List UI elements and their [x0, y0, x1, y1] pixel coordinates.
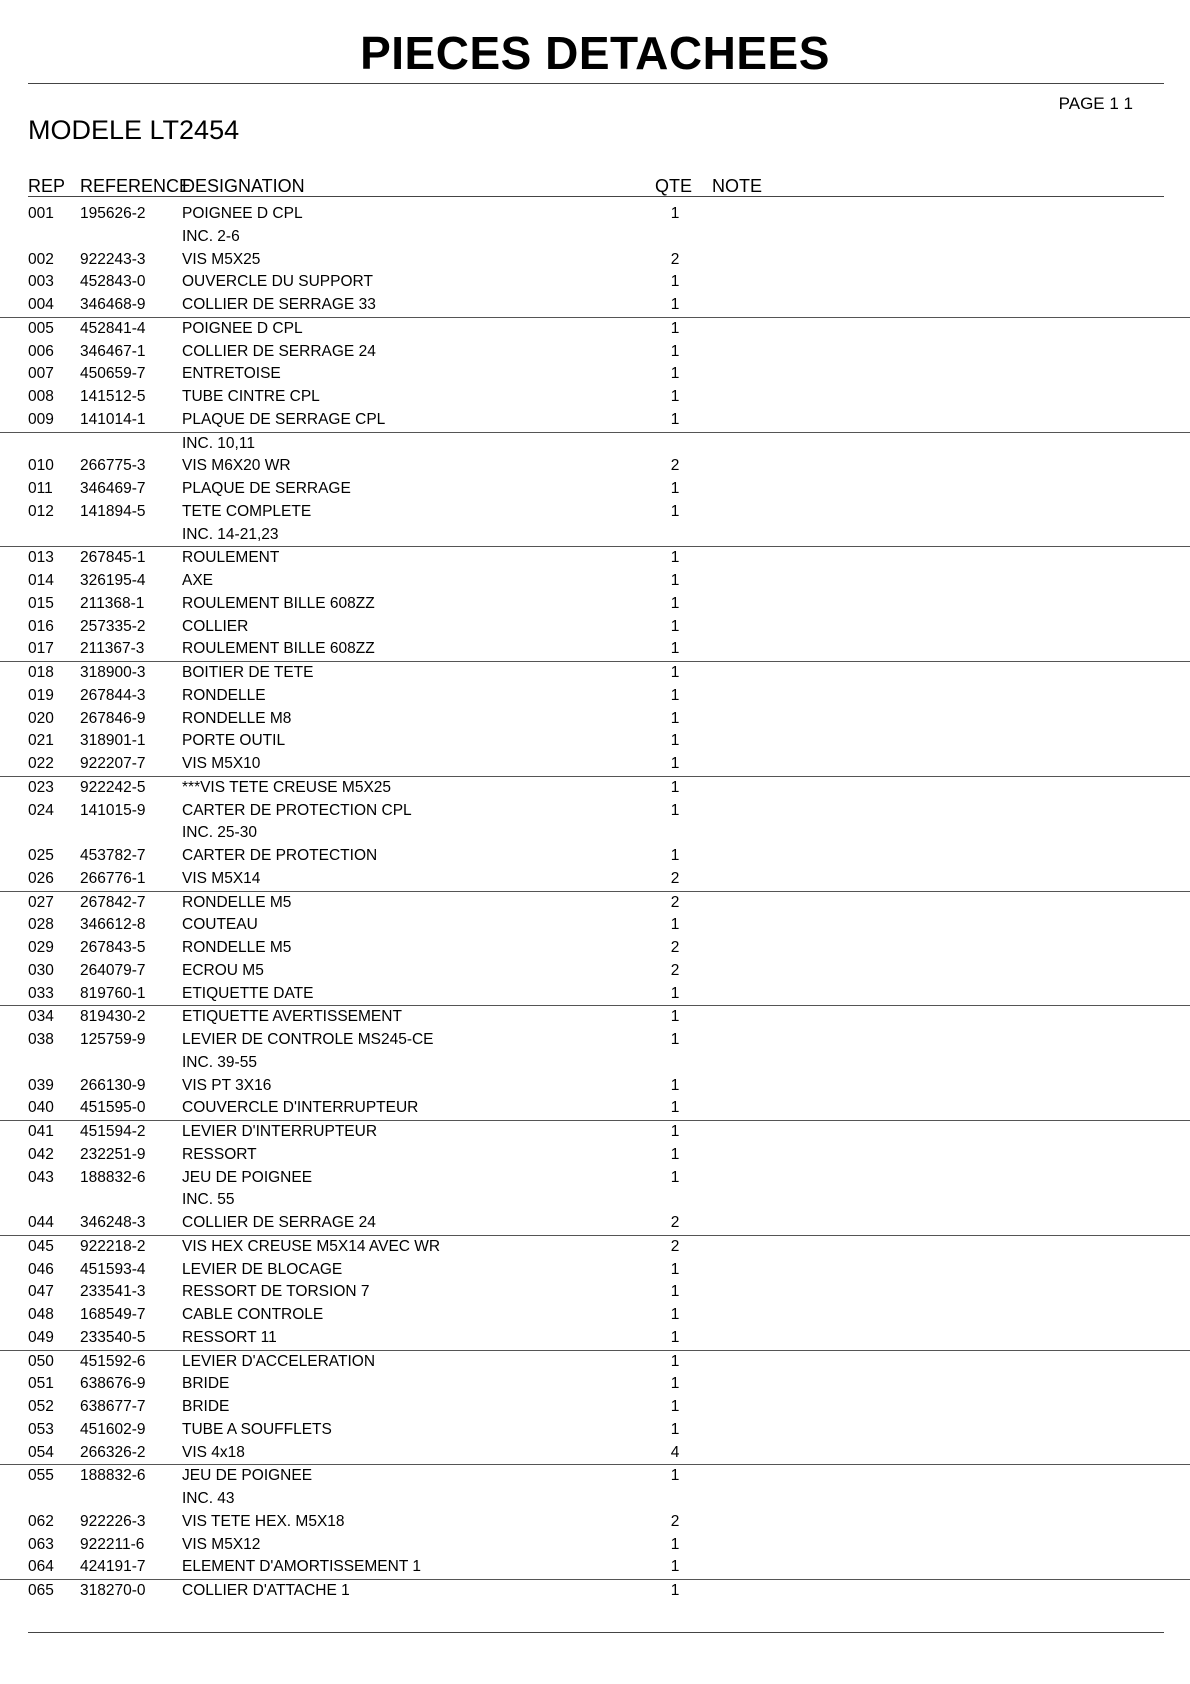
- cell-reference: 267843-5: [80, 939, 146, 956]
- cell-designation: TETE COMPLETE: [182, 502, 312, 520]
- cell-designation: RONDELLE: [182, 686, 266, 704]
- cell-reference: 168549-7: [80, 1306, 146, 1323]
- cell-qty: 1: [670, 664, 680, 681]
- cell-reference: 195626-2: [80, 205, 146, 222]
- cell-reference: 451592-6: [80, 1352, 146, 1370]
- table-row: [0, 1029, 1190, 1052]
- cell-rep: 048: [28, 1306, 54, 1323]
- cell-designation: LEVIER DE BLOCAGE: [182, 1260, 343, 1278]
- cell-qty: 1: [670, 410, 680, 428]
- cell-designation: INC. 2-6: [182, 227, 240, 245]
- column-header-note: NOTE: [712, 176, 763, 196]
- cell-rep: 052: [28, 1398, 54, 1415]
- cell-qty: 1: [670, 1031, 680, 1048]
- cell-rep: 020: [28, 709, 54, 727]
- cell-rep: 040: [28, 1099, 54, 1117]
- cell-rep: 038: [28, 1031, 54, 1048]
- footer-rule: [28, 1632, 1164, 1633]
- cell-reference: 267844-3: [80, 686, 146, 704]
- cell-qty: 4: [670, 1443, 680, 1461]
- cell-designation: RESSORT DE TORSION 7: [182, 1283, 370, 1301]
- cell-rep: 034: [28, 1008, 54, 1026]
- cell-designation: PORTE OUTIL: [182, 732, 286, 750]
- cell-reference: 819430-2: [80, 1008, 146, 1026]
- cell-rep: 011: [28, 480, 53, 497]
- cell-qty: 2: [670, 893, 680, 911]
- cell-reference: 264079-7: [80, 961, 146, 979]
- cell-qty: 2: [670, 250, 680, 268]
- cell-rep: 065: [28, 1582, 54, 1599]
- cell-designation: INC. 39-55: [182, 1053, 257, 1071]
- cell-rep: 008: [28, 388, 54, 405]
- cell-qty: 1: [670, 549, 680, 567]
- cell-reference: 922211-6: [80, 1535, 145, 1553]
- cell-reference: 318901-1: [80, 732, 146, 750]
- cell-qty: 1: [670, 1260, 680, 1278]
- cell-qty: 1: [670, 1283, 680, 1301]
- table-row: [0, 1097, 1190, 1120]
- cell-qty: 1: [670, 640, 680, 658]
- table-row: [0, 1144, 1190, 1167]
- cell-rep: 009: [28, 410, 54, 428]
- cell-reference: 232251-9: [80, 1145, 146, 1163]
- cell-designation: VIS M6X20 WR: [182, 457, 291, 475]
- cell-rep: 049: [28, 1328, 54, 1346]
- table-row: [0, 478, 1190, 501]
- cell-designation: BRIDE: [182, 1398, 230, 1415]
- cell-rep: 063: [28, 1535, 54, 1553]
- cell-qty: 1: [670, 1582, 680, 1599]
- cell-rep: 043: [28, 1168, 54, 1186]
- cell-designation: JEU DE POIGNEE: [182, 1168, 313, 1186]
- cell-rep: 018: [28, 664, 54, 681]
- cell-qty: 1: [670, 1008, 680, 1026]
- cell-rep: 051: [28, 1375, 54, 1393]
- table-row: [0, 1120, 1190, 1144]
- cell-qty: 1: [670, 365, 680, 383]
- cell-reference: 211368-1: [80, 594, 145, 612]
- cell-reference: 267845-1: [80, 549, 146, 567]
- cell-reference: 266776-1: [80, 869, 146, 887]
- table-row: [0, 1442, 1190, 1465]
- cell-reference: 326195-4: [80, 572, 146, 589]
- cell-rep: 044: [28, 1214, 54, 1231]
- cell-designation: COUTEAU: [182, 916, 258, 934]
- cell-rep: 022: [28, 755, 54, 772]
- cell-designation: COLLIER DE SERRAGE 33: [182, 296, 376, 313]
- cell-designation: COLLIER D'ATTACHE 1: [182, 1582, 350, 1599]
- table-row: [0, 638, 1190, 661]
- table-row: [0, 271, 1190, 294]
- cell-reference: 922226-3: [80, 1512, 146, 1530]
- cell-reference: 451594-2: [80, 1123, 146, 1140]
- table-row: [0, 593, 1190, 616]
- cell-qty: 1: [670, 205, 680, 222]
- cell-rep: 024: [28, 801, 54, 819]
- table-row: [0, 546, 1190, 570]
- table-row: [0, 1534, 1190, 1557]
- title-rule: [28, 83, 1164, 84]
- cell-designation: ROULEMENT: [182, 549, 280, 567]
- cell-rep: 025: [28, 847, 54, 864]
- table-row: [0, 1281, 1190, 1304]
- cell-reference: 141014-1: [80, 410, 146, 428]
- cell-qty: 1: [670, 984, 680, 1002]
- column-header-designation: DESIGNATION: [182, 176, 305, 196]
- cell-designation: ROULEMENT BILLE 608ZZ: [182, 640, 375, 658]
- cell-reference: 267842-7: [80, 893, 146, 911]
- cell-qty: 2: [670, 961, 680, 979]
- cell-designation: TUBE CINTRE CPL: [182, 388, 320, 405]
- table-row: [0, 1327, 1190, 1350]
- cell-qty: 1: [670, 388, 680, 405]
- table-row: [0, 363, 1190, 386]
- table-row: [0, 341, 1190, 364]
- cell-rep: 015: [28, 594, 54, 612]
- cell-reference: 922218-2: [80, 1237, 146, 1255]
- cell-rep: 002: [28, 250, 54, 268]
- cell-designation: ROULEMENT BILLE 608ZZ: [182, 594, 375, 612]
- cell-rep: 004: [28, 296, 54, 313]
- cell-reference: 233541-3: [80, 1283, 146, 1301]
- table-row: [0, 1464, 1190, 1488]
- cell-reference: 266130-9: [80, 1076, 146, 1094]
- table-row: [0, 1259, 1190, 1282]
- cell-designation: CARTER DE PROTECTION: [182, 847, 378, 864]
- cell-reference: 638677-7: [80, 1398, 146, 1415]
- table-row: [0, 616, 1190, 639]
- cell-qty: 2: [670, 869, 680, 887]
- cell-rep: 053: [28, 1420, 54, 1438]
- cell-designation: PLAQUE DE SERRAGE: [182, 480, 351, 497]
- cell-designation: JEU DE POIGNEE: [182, 1467, 313, 1485]
- cell-designation: BRIDE: [182, 1375, 230, 1393]
- cell-qty: 1: [670, 296, 680, 313]
- cell-reference: 424191-7: [80, 1558, 146, 1576]
- cell-designation: RESSORT 11: [182, 1328, 277, 1346]
- cell-rep: 033: [28, 984, 54, 1002]
- cell-reference: 233540-5: [80, 1328, 146, 1346]
- cell-reference: 451593-4: [80, 1260, 146, 1278]
- table-row: [0, 1304, 1190, 1327]
- cell-designation: ***VIS TETE CREUSE M5X25: [182, 778, 392, 796]
- cell-qty: 2: [670, 1237, 680, 1255]
- cell-rep: 005: [28, 319, 54, 337]
- cell-rep: 039: [28, 1076, 54, 1094]
- table-row: [0, 1212, 1190, 1235]
- cell-rep: 026: [28, 869, 54, 887]
- cell-rep: 006: [28, 342, 54, 360]
- table-row: [0, 845, 1190, 868]
- cell-reference: 922207-7: [80, 755, 146, 772]
- cell-designation: VIS M5X25: [182, 250, 261, 268]
- cell-designation: CARTER DE PROTECTION CPL: [182, 801, 412, 819]
- cell-reference: 451595-0: [80, 1099, 146, 1117]
- cell-designation: VIS M5X12: [182, 1535, 261, 1553]
- cell-rep: 028: [28, 916, 54, 934]
- table-row: [0, 1235, 1190, 1259]
- document-title: PIECES DETACHEES: [360, 27, 830, 79]
- cell-rep: 014: [28, 572, 54, 589]
- cell-qty: 1: [670, 778, 680, 796]
- cell-rep: 017: [28, 640, 54, 658]
- table-row: [0, 1350, 1190, 1374]
- cell-reference: 346612-8: [80, 916, 146, 934]
- cell-qty: 2: [670, 1214, 680, 1231]
- cell-rep: 016: [28, 617, 54, 635]
- table-row: [0, 753, 1190, 776]
- table-row: [0, 800, 1190, 823]
- page-number: PAGE 1 1: [1058, 94, 1133, 113]
- cell-rep: 029: [28, 939, 54, 956]
- cell-qty: 1: [670, 572, 680, 589]
- cell-qty: 1: [670, 1099, 680, 1117]
- cell-rep: 045: [28, 1237, 54, 1255]
- cell-reference: 141015-9: [80, 801, 146, 819]
- cell-designation: INC. 10,11: [182, 434, 255, 452]
- cell-designation: CABLE CONTROLE: [182, 1306, 324, 1323]
- cell-designation: VIS PT 3X16: [182, 1076, 272, 1094]
- cell-reference: 450659-7: [80, 365, 146, 383]
- cell-designation: VIS TETE HEX. M5X18: [182, 1512, 345, 1530]
- cell-qty: 2: [670, 1512, 680, 1530]
- cell-qty: 1: [670, 1328, 680, 1346]
- cell-designation: POIGNEE D CPL: [182, 205, 303, 222]
- cell-rep: 001: [28, 205, 54, 222]
- table-row: [0, 1419, 1190, 1442]
- table-row: [0, 294, 1190, 317]
- cell-reference: 125759-9: [80, 1031, 146, 1048]
- table-row: [0, 386, 1190, 409]
- cell-designation: OUVERCLE DU SUPPORT: [182, 273, 373, 291]
- cell-designation: INC. 14-21,23: [182, 525, 279, 543]
- cell-reference: 346468-9: [80, 296, 146, 313]
- cell-reference: 922243-3: [80, 250, 146, 268]
- table-row: [0, 226, 1190, 249]
- table-row: [0, 1075, 1190, 1098]
- cell-designation: RONDELLE M5: [182, 939, 292, 956]
- cell-qty: 1: [670, 1306, 680, 1323]
- cell-rep: 042: [28, 1145, 54, 1163]
- table-row: [0, 868, 1190, 891]
- cell-designation: COLLIER DE SERRAGE 24: [182, 1214, 376, 1231]
- cell-qty: 1: [670, 847, 680, 864]
- cell-designation: AXE: [182, 572, 214, 589]
- table-row: [0, 708, 1190, 731]
- header-rule: [28, 196, 1164, 197]
- cell-rep: 055: [28, 1467, 54, 1485]
- cell-reference: 267846-9: [80, 709, 146, 727]
- cell-reference: 141512-5: [80, 388, 146, 405]
- cell-reference: 266775-3: [80, 457, 146, 475]
- table-row: [0, 570, 1190, 593]
- table-row: [0, 1556, 1190, 1579]
- cell-qty: 1: [670, 1420, 680, 1438]
- cell-designation: INC. 25-30: [182, 824, 257, 842]
- cell-rep: 021: [28, 732, 54, 750]
- cell-qty: 1: [670, 480, 680, 497]
- cell-qty: 1: [670, 709, 680, 727]
- cell-designation: COLLIER: [182, 617, 249, 635]
- cell-qty: 2: [670, 939, 680, 956]
- cell-rep: 012: [28, 502, 54, 520]
- cell-rep: 050: [28, 1352, 54, 1370]
- cell-qty: 1: [670, 594, 680, 612]
- cell-qty: 2: [670, 457, 680, 475]
- table-row: [0, 1488, 1190, 1511]
- table-row: [0, 432, 1190, 456]
- cell-reference: 819760-1: [80, 984, 146, 1002]
- cell-designation: LEVIER D'ACCELERATION: [182, 1352, 376, 1370]
- table-row: [0, 776, 1190, 800]
- table-row: [0, 960, 1190, 983]
- cell-reference: 266326-2: [80, 1443, 146, 1461]
- cell-qty: 1: [670, 1398, 680, 1415]
- cell-reference: 141894-5: [80, 502, 146, 520]
- cell-reference: 453782-7: [80, 847, 146, 864]
- cell-designation: LEVIER DE CONTROLE MS245-CE: [182, 1031, 434, 1048]
- cell-designation: TUBE A SOUFFLETS: [182, 1420, 332, 1438]
- table-row: [0, 409, 1190, 432]
- cell-designation: ETIQUETTE AVERTISSEMENT: [182, 1008, 402, 1026]
- cell-rep: 064: [28, 1558, 54, 1576]
- cell-qty: 1: [670, 1168, 680, 1186]
- table-row: [0, 1373, 1190, 1396]
- column-header-qty: QTE: [655, 176, 693, 196]
- table-row: [0, 914, 1190, 937]
- cell-rep: 041: [28, 1123, 54, 1140]
- table-row: [0, 249, 1190, 272]
- parts-table: [0, 203, 1190, 1603]
- cell-reference: 318270-0: [80, 1582, 146, 1599]
- cell-qty: 1: [670, 617, 680, 635]
- cell-rep: 007: [28, 365, 54, 383]
- cell-rep: 023: [28, 778, 54, 796]
- column-header-reference: REFERENCE: [80, 176, 192, 196]
- cell-qty: 1: [670, 1145, 680, 1163]
- table-row: [0, 1511, 1190, 1534]
- cell-reference: 922242-5: [80, 778, 146, 796]
- cell-qty: 1: [670, 755, 680, 772]
- model-heading: MODELE LT2454: [28, 115, 240, 145]
- cell-reference: 211367-3: [80, 640, 145, 658]
- cell-qty: 1: [670, 502, 680, 520]
- cell-qty: 1: [670, 1467, 680, 1485]
- cell-reference: 452841-4: [80, 319, 146, 337]
- cell-qty: 1: [670, 1352, 680, 1370]
- cell-designation: COLLIER DE SERRAGE 24: [182, 342, 376, 360]
- cell-qty: 1: [670, 1535, 680, 1553]
- cell-rep: 003: [28, 273, 54, 291]
- table-row: [0, 730, 1190, 753]
- table-row: [0, 455, 1190, 478]
- cell-rep: 062: [28, 1512, 54, 1530]
- cell-designation: VIS 4x18: [182, 1443, 245, 1461]
- cell-qty: 1: [670, 273, 680, 291]
- cell-qty: 1: [670, 1076, 680, 1094]
- cell-designation: RONDELLE M8: [182, 709, 292, 727]
- cell-rep: 046: [28, 1260, 54, 1278]
- cell-qty: 1: [670, 1123, 680, 1140]
- cell-reference: 452843-0: [80, 273, 146, 291]
- cell-designation: LEVIER D'INTERRUPTEUR: [182, 1123, 378, 1140]
- table-row: [0, 983, 1190, 1006]
- cell-designation: ENTRETOISE: [182, 365, 281, 383]
- cell-reference: 638676-9: [80, 1375, 146, 1393]
- cell-qty: 1: [670, 732, 680, 750]
- cell-designation: VIS HEX CREUSE M5X14 AVEC WR: [182, 1237, 441, 1255]
- cell-qty: 1: [670, 1375, 680, 1393]
- table-row: [0, 524, 1190, 547]
- cell-rep: 010: [28, 457, 54, 475]
- cell-reference: 188832-6: [80, 1467, 146, 1485]
- table-row: [0, 203, 1190, 226]
- cell-designation: RESSORT: [182, 1145, 257, 1163]
- cell-rep: 027: [28, 893, 54, 911]
- cell-rep: 054: [28, 1443, 54, 1461]
- table-row: [0, 317, 1190, 341]
- cell-reference: 318900-3: [80, 664, 146, 681]
- cell-designation: INC. 55: [182, 1191, 235, 1209]
- cell-designation: INC. 43: [182, 1490, 235, 1507]
- cell-qty: 1: [670, 686, 680, 704]
- cell-designation: ELEMENT D'AMORTISSEMENT 1: [182, 1558, 421, 1576]
- cell-qty: 1: [670, 801, 680, 819]
- table-row: [0, 1167, 1190, 1190]
- cell-qty: 1: [670, 1558, 680, 1576]
- cell-reference: 451602-9: [80, 1420, 146, 1438]
- cell-qty: 1: [670, 319, 680, 337]
- cell-designation: RONDELLE M5: [182, 893, 292, 911]
- cell-rep: 047: [28, 1283, 54, 1301]
- cell-designation: BOITIER DE TETE: [182, 664, 314, 681]
- cell-qty: 1: [670, 916, 680, 934]
- cell-designation: VIS M5X10: [182, 755, 261, 772]
- table-row: [0, 661, 1190, 685]
- table-row: [0, 685, 1190, 708]
- table-row: [0, 501, 1190, 524]
- cell-reference: 257335-2: [80, 617, 146, 635]
- table-row: [0, 822, 1190, 845]
- cell-reference: 346467-1: [80, 342, 146, 360]
- column-header-rep: REP: [28, 176, 66, 196]
- table-row: [0, 937, 1190, 960]
- cell-designation: ECROU M5: [182, 961, 264, 979]
- cell-designation: PLAQUE DE SERRAGE CPL: [182, 410, 386, 428]
- cell-designation: COUVERCLE D'INTERRUPTEUR: [182, 1099, 419, 1117]
- table-row: [0, 891, 1190, 915]
- cell-designation: VIS M5X14: [182, 869, 261, 887]
- cell-rep: 030: [28, 961, 54, 979]
- cell-designation: POIGNEE D CPL: [182, 319, 303, 337]
- table-row: [0, 1052, 1190, 1075]
- cell-reference: 188832-6: [80, 1168, 146, 1186]
- cell-reference: 346248-3: [80, 1214, 146, 1231]
- cell-qty: 1: [670, 342, 680, 360]
- table-row: [0, 1396, 1190, 1419]
- table-row: [0, 1579, 1190, 1603]
- cell-rep: 019: [28, 686, 54, 704]
- cell-rep: 013: [28, 549, 54, 567]
- cell-reference: 346469-7: [80, 480, 146, 497]
- table-row: [0, 1005, 1190, 1029]
- cell-designation: ETIQUETTE DATE: [182, 984, 314, 1002]
- table-row: [0, 1189, 1190, 1212]
